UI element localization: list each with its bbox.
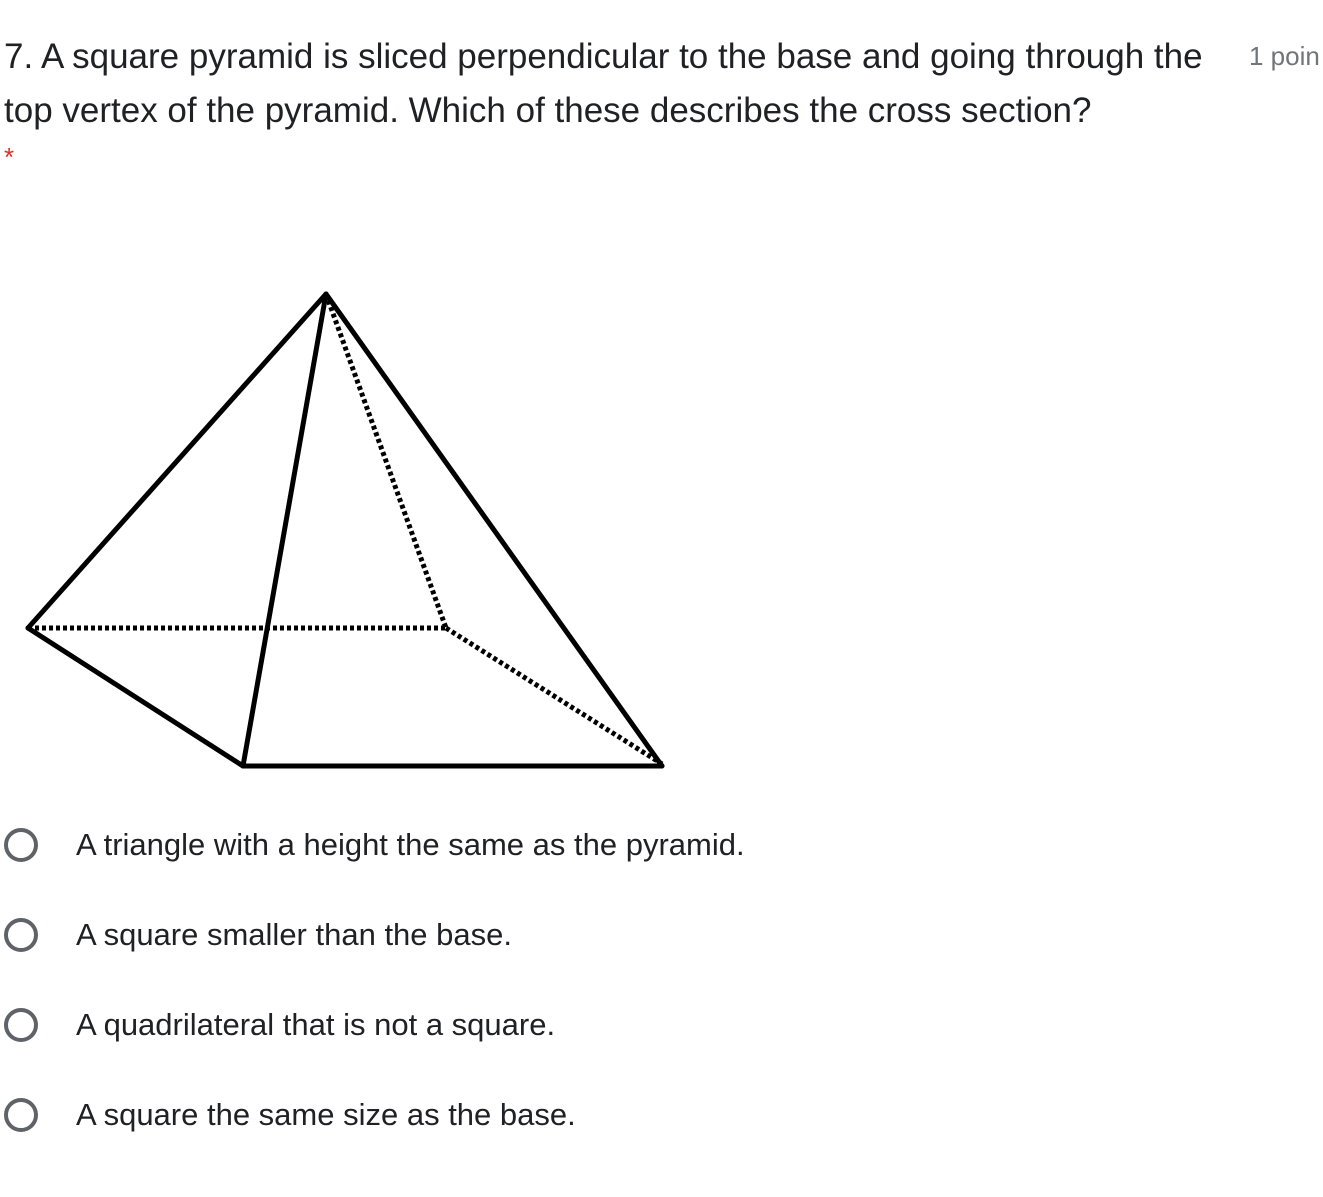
radio-button[interactable] xyxy=(4,1008,38,1042)
pyramid-figure xyxy=(0,270,700,790)
radio-button[interactable] xyxy=(4,918,38,952)
option-quadrilateral[interactable] xyxy=(0,980,1000,1070)
visible-edges xyxy=(28,294,662,766)
option-label: A square the same size as the base. xyxy=(76,1097,576,1132)
base-left-front-edge xyxy=(28,628,243,766)
option-same-size-square[interactable] xyxy=(0,1070,1000,1160)
lateral-edge-right xyxy=(326,294,662,766)
pyramid-diagram xyxy=(0,270,700,790)
answer-options xyxy=(0,800,1000,1160)
option-label: A triangle with a height the same as the pyramid. xyxy=(76,827,745,862)
hidden-lateral-edge xyxy=(326,294,446,628)
lateral-edge-left xyxy=(28,294,326,628)
required-marker: * xyxy=(4,142,15,172)
hidden-base-right-edge xyxy=(446,628,662,764)
question-title: 7. A square pyramid is sliced perpendicular to the base and going through the top vertex of the pyramid. Which of these describes the cross section? xyxy=(4,37,1203,130)
hidden-edges xyxy=(28,294,662,764)
radio-button[interactable] xyxy=(4,1098,38,1132)
option-label: A square smaller than the base. xyxy=(76,917,512,952)
points-label: 1 poin xyxy=(1249,41,1320,71)
lateral-edge-front xyxy=(243,294,326,766)
option-smaller-square[interactable] xyxy=(0,890,1000,980)
radio-button[interactable] xyxy=(4,828,38,862)
option-triangle[interactable] xyxy=(0,800,1000,890)
option-label: A quadrilateral that is not a square. xyxy=(76,1007,556,1042)
